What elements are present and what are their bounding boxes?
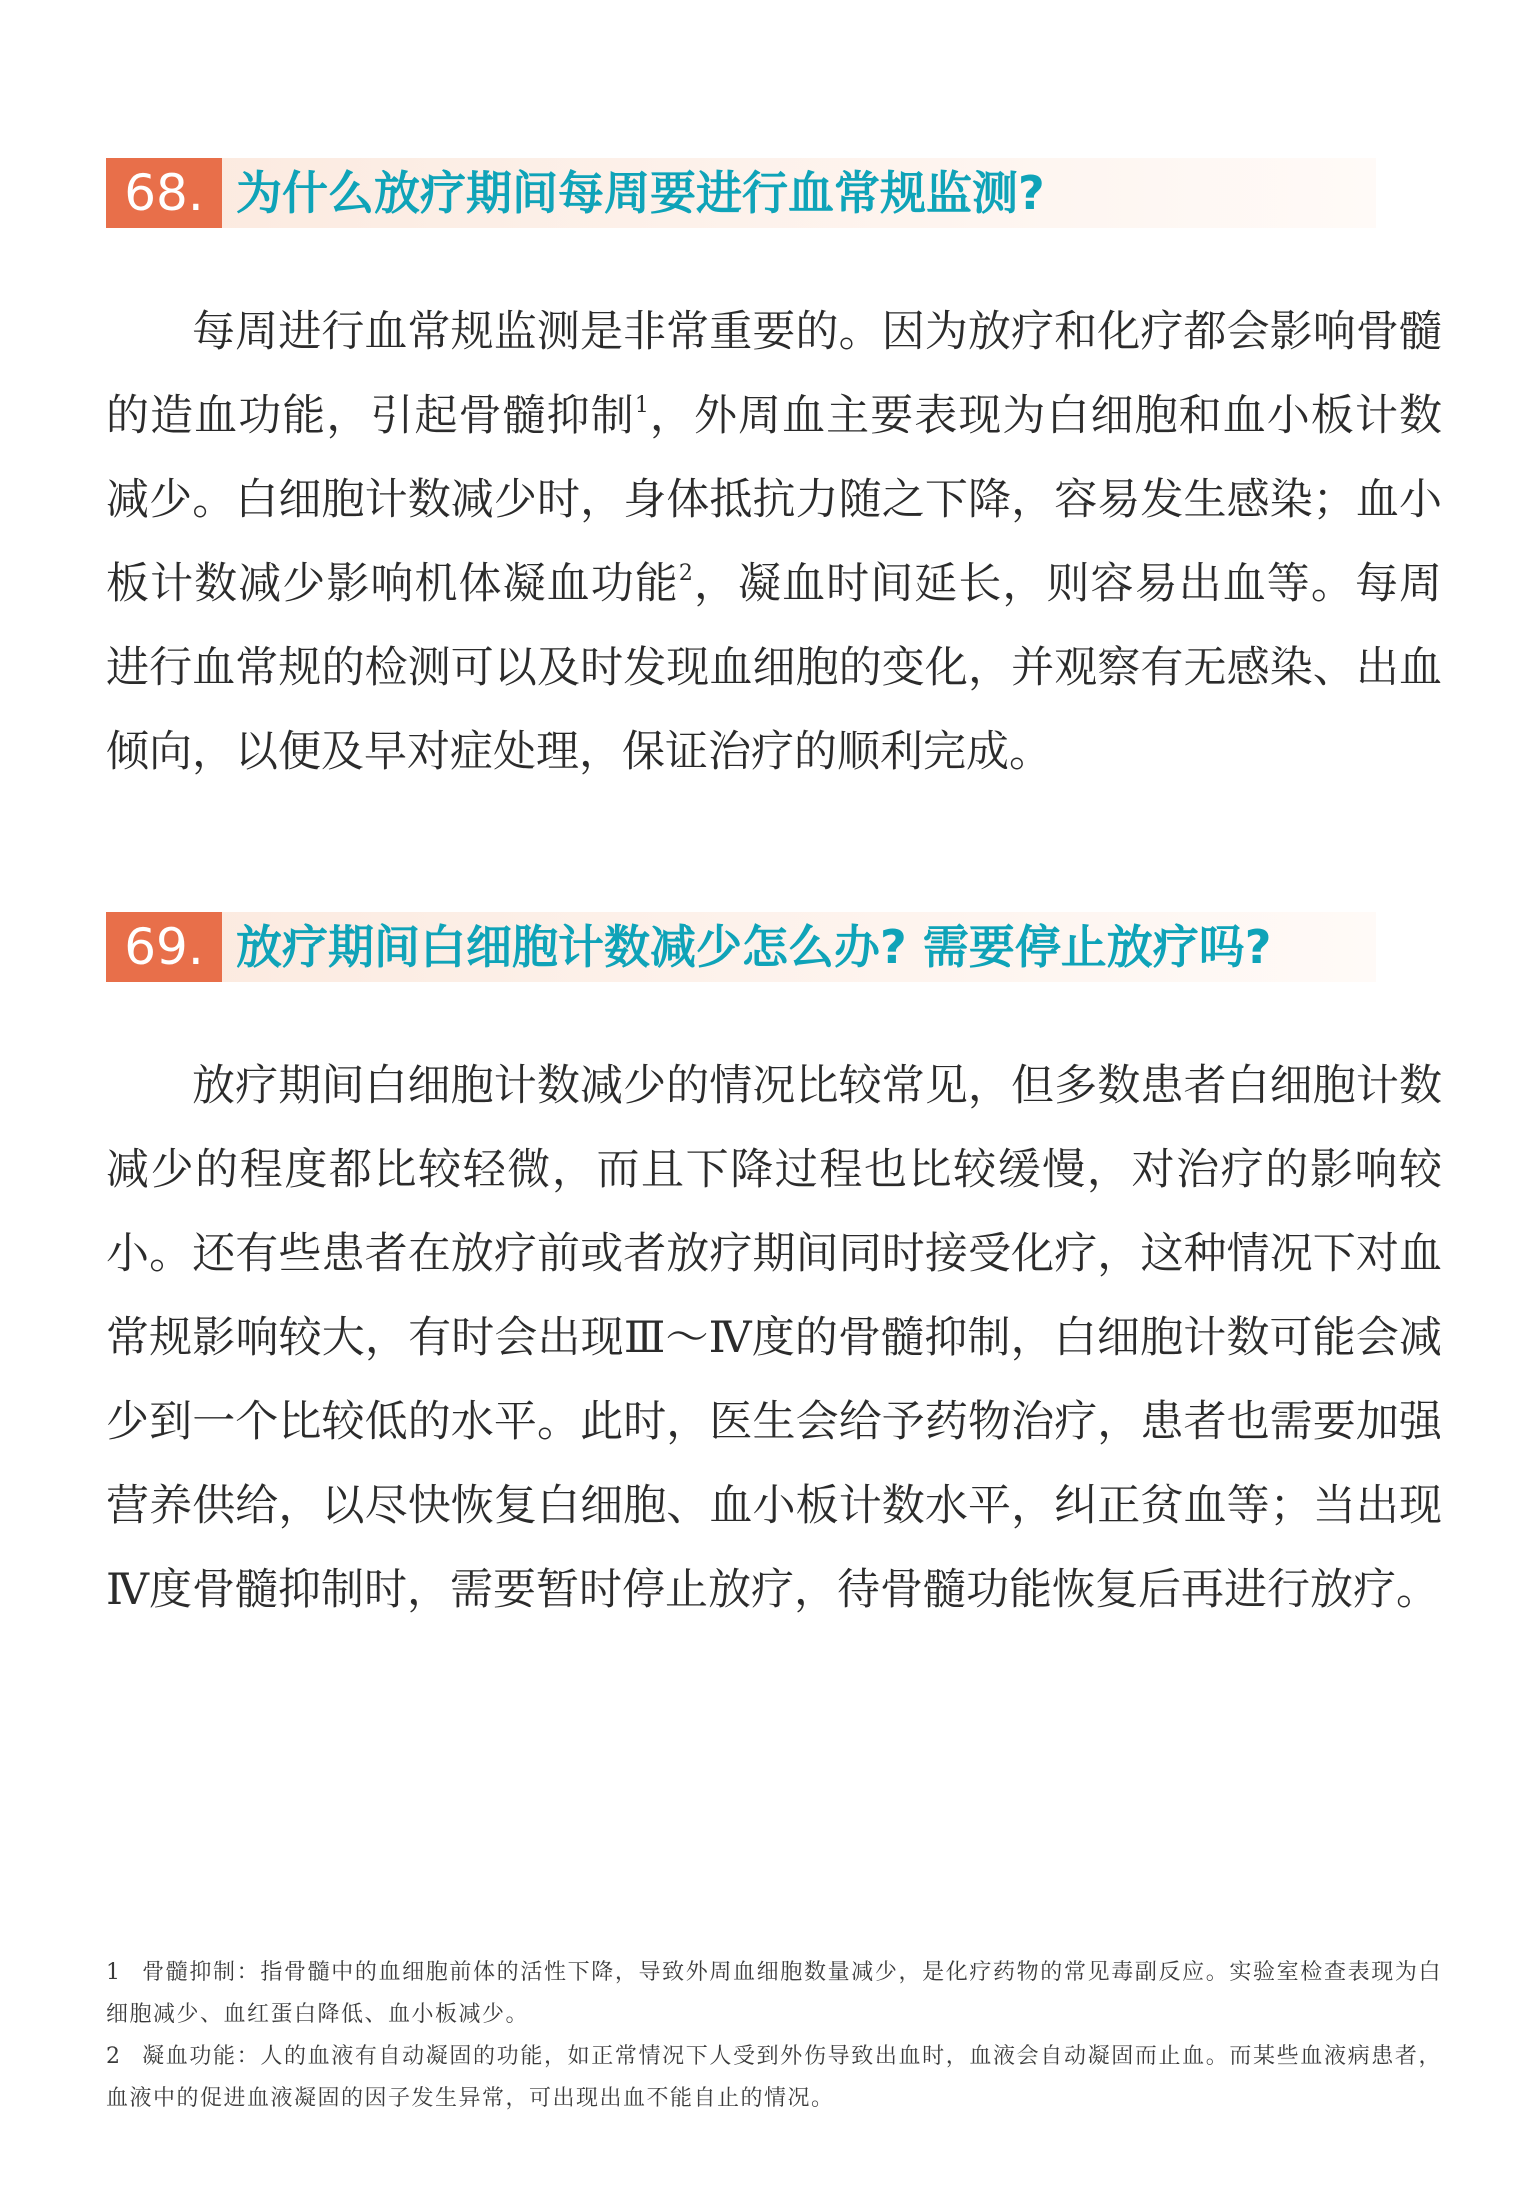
question-68-title: 为什么放疗期间每周要进行血常规监测?	[236, 166, 1045, 220]
question-68-answer	[106, 290, 1442, 794]
answer-68-text-c: ，凝血时间延长，则容易出血等。每周进行血常规的检测可以及时发现血细胞的变化，并观察有无感染、出血倾向，以便及早对症处理，保证治疗的顺利完成。	[106, 559, 1443, 777]
footnote-2	[106, 2036, 1442, 2120]
footnote-ref-1[interactable]: 1	[634, 393, 649, 418]
question-69-title: 放疗期间白细胞计数减少怎么办? 需要停止放疗吗?	[236, 920, 1272, 974]
answer-68-text-b: ，外周血主要表现为白细胞和血小板计数减少。白细胞计数减少时，身体抵抗力随之下降，容易发生感染；血小板计数减少影响机体凝血功能	[106, 391, 1443, 609]
footnotes	[106, 1952, 1442, 2120]
question-69-answer: 放疗期间白细胞计数减少的情况比较常见，但多数患者白细胞计数减少的程度都比较轻微，而且下降过程也比较缓慢，对治疗的影响较小。还有些患者在放疗前或者放疗期间同时接受化疗，这种情况下对血常规影响较大，有时会出现Ⅲ～Ⅳ度的骨髓抑制，白细胞计数可能会减少到一个比较低的水平。此时，医生会给予药物治疗，患者也需要加强营养供给，以尽快恢复白细胞、血小板计数水平，纠正贫血等；当出现Ⅳ度骨髓抑制时，需要暂时停止放疗，待骨髓功能恢复后再进行放疗。	[106, 1061, 1442, 1615]
footnote-2-text: 凝血功能：人的血液有自动凝固的功能，如正常情况下人受到外伤导致出血时，血液会自动凝固而止血。而某些血液病患者，血液中的促进血液凝固的因子发生异常，可出现出血不能自止的情况。	[106, 2044, 1442, 2111]
footnote-ref-2[interactable]: 2	[678, 561, 693, 586]
footnote-1-number: 1	[106, 1960, 122, 1985]
footnote-2-number: 2	[106, 2044, 122, 2069]
question-69-header	[106, 912, 1376, 982]
footnote-1-text: 骨髓抑制：指骨髓中的血细胞前体的活性下降，导致外周血细胞数量减少，是化疗药物的常见毒副反应。实验室检查表现为白细胞减少、血红蛋白降低、血小板减少。	[106, 1960, 1442, 2027]
question-68-number: 68.	[106, 158, 222, 228]
question-68-header	[106, 158, 1376, 228]
question-69-number: 69.	[106, 912, 222, 982]
footnote-1	[106, 1952, 1442, 2036]
answer-68-text-a: 每周进行血常规监测是非常重要的。因为放疗和化疗都会影响骨髓的造血功能，引起骨髓抑制	[106, 307, 1442, 441]
